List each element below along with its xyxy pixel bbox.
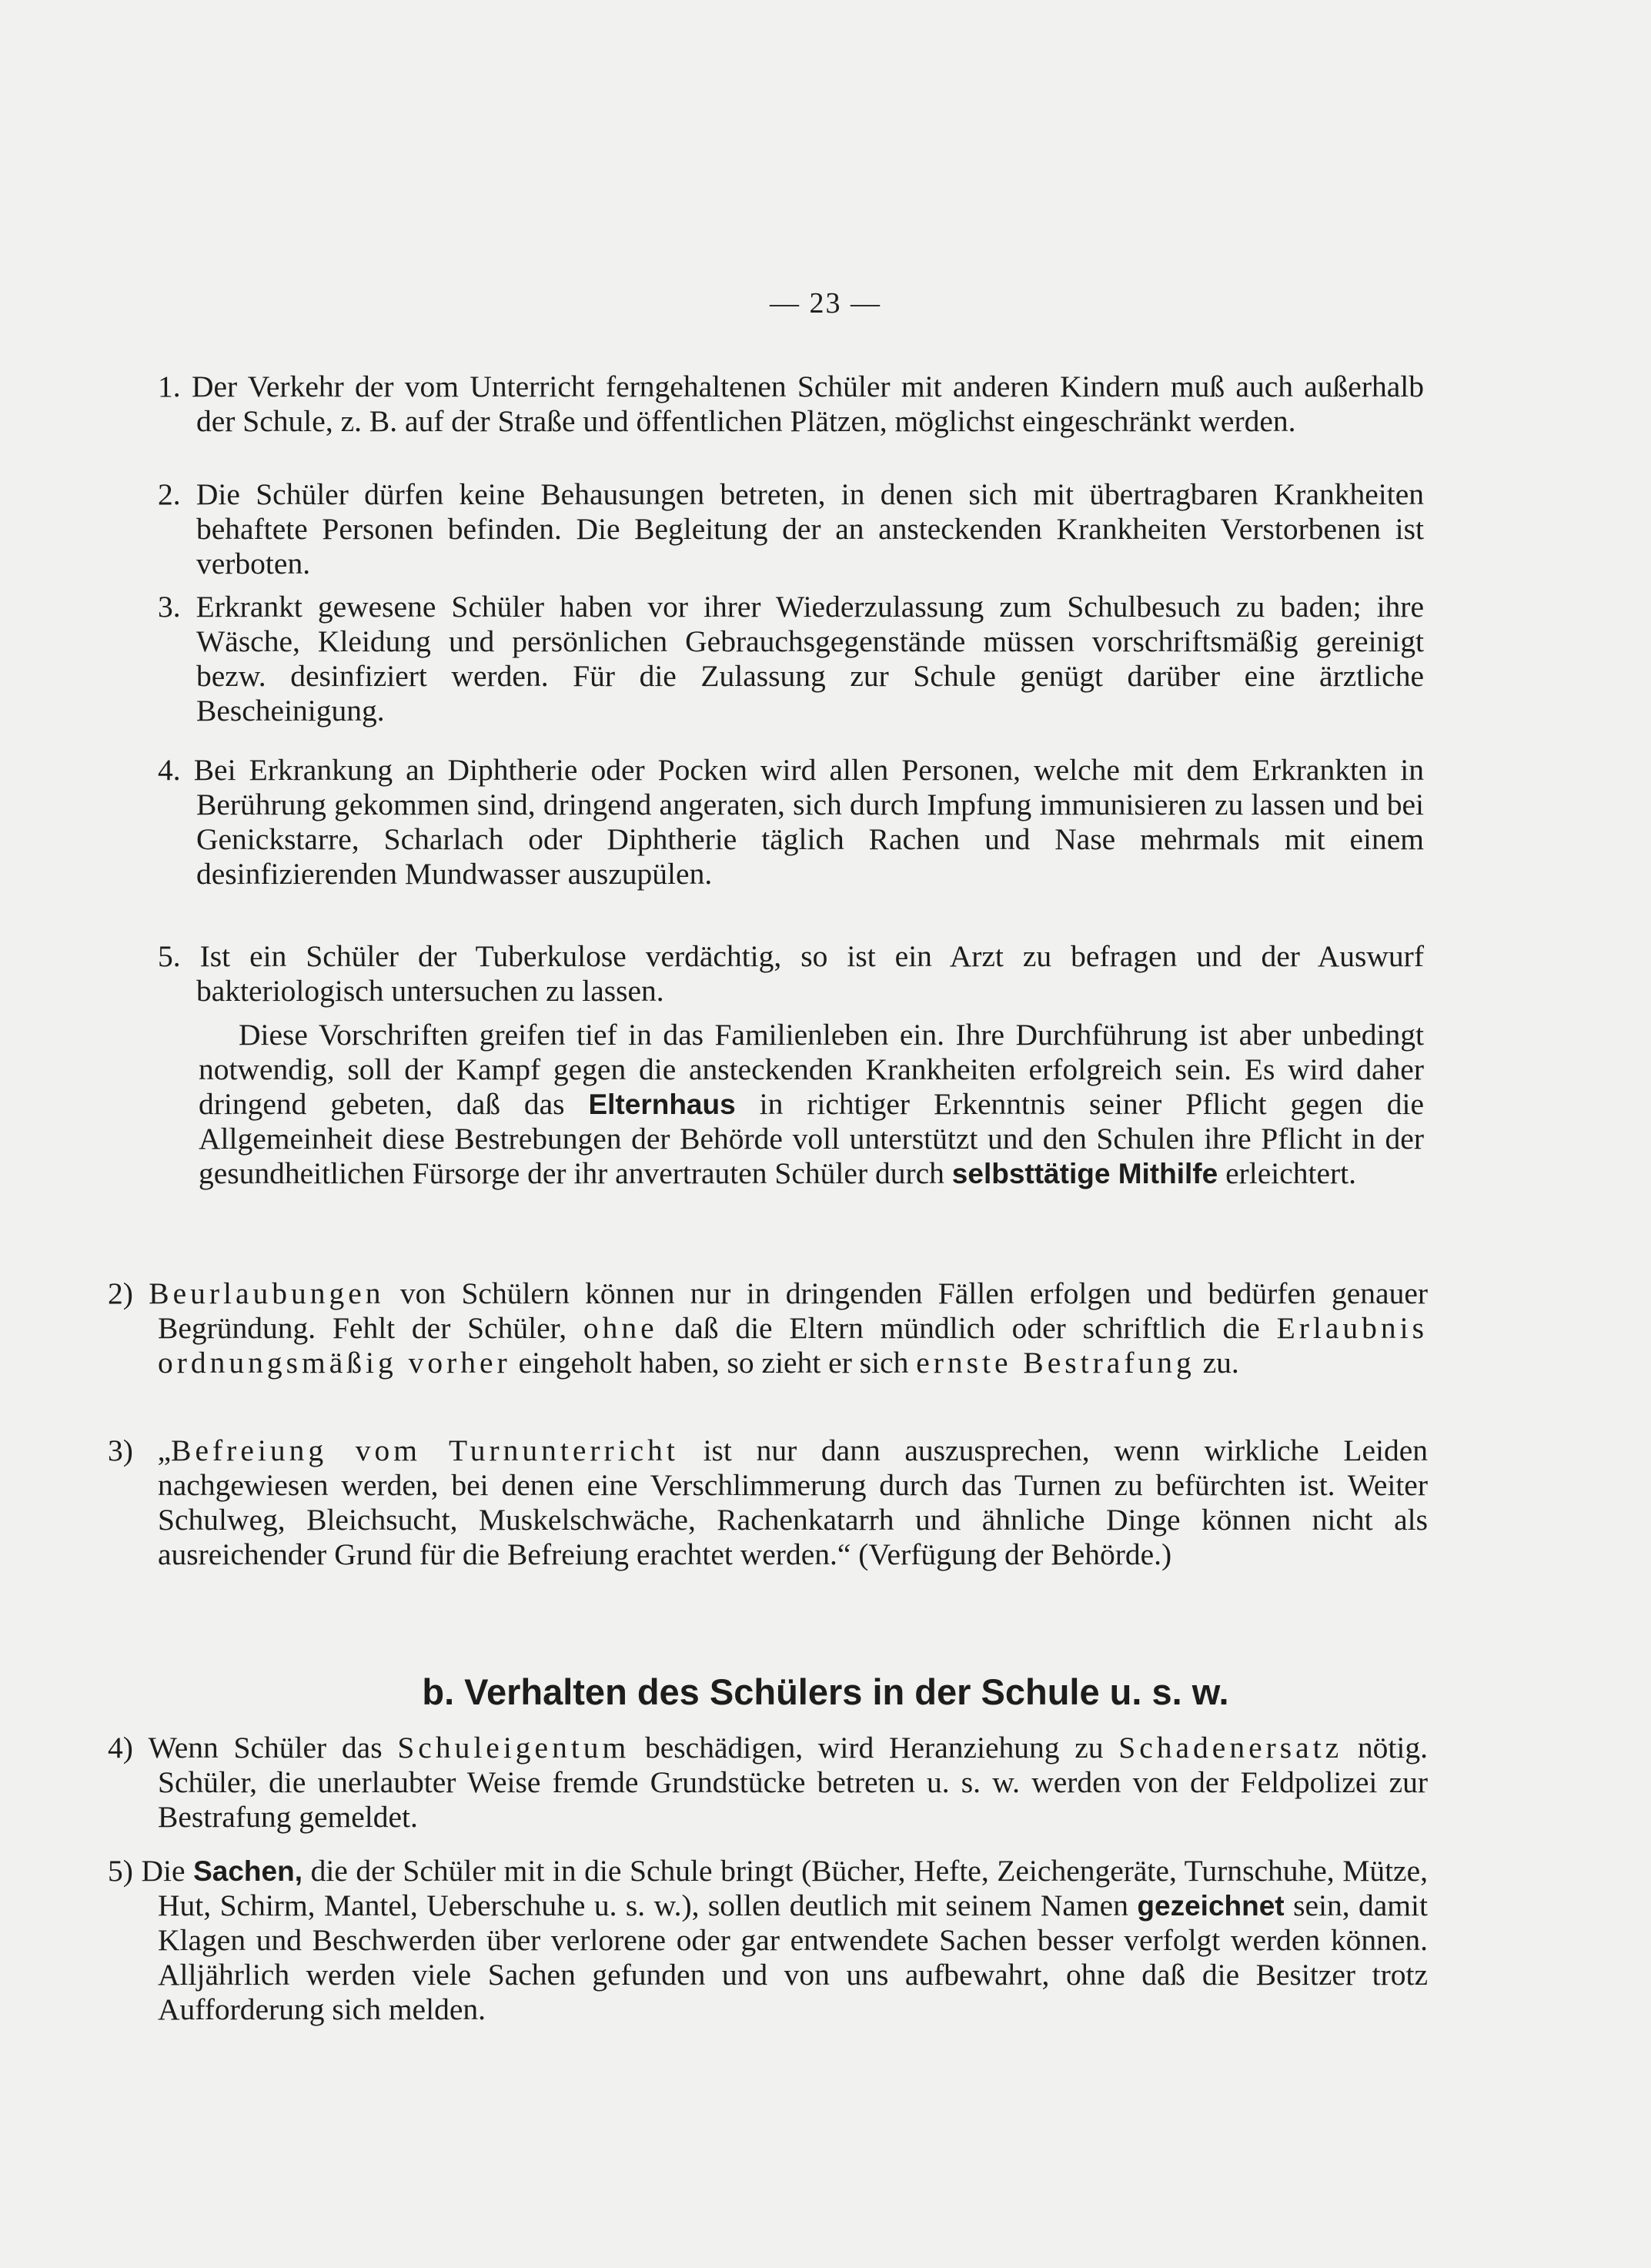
section-number: 4) bbox=[108, 1731, 133, 1765]
spaced-term: Schadenersatz bbox=[1118, 1731, 1343, 1765]
spaced-term: Schuleigentum bbox=[397, 1731, 630, 1765]
elternhaus-bold: Elternhaus bbox=[588, 1089, 736, 1120]
section-number: 5) bbox=[108, 1854, 133, 1888]
section-text: eingeholt haben, so zieht er sich bbox=[510, 1346, 917, 1380]
summary-text: erleichtert. bbox=[1218, 1156, 1357, 1190]
summary-text: Diese Vorschriften greifen tief in das Familienleben ein. Ihre Durchführung ist aber unbedingt notwendig, soll der Kampf gegen die ansteckenden Krankheiten erfolgreich sein. Es wird daher dringend gebeten, daß das bbox=[199, 1018, 1424, 1121]
item-text: Erkrankt gewesene Schüler haben vor ihrer Wiederzulassung zum Schulbesuch zu baden; ihre Wäsche, Kleidung und persönlichen Gebrauchsgegenstände müssen vorschriftsmäßig gereinigt bezw. desinfiziert werden. Für die Zulassung zur Schule genügt darüber eine ärztliche Bescheinigung. bbox=[196, 590, 1424, 728]
spaced-term: Beurlaubungen bbox=[149, 1276, 385, 1310]
page-number: — 23 — bbox=[770, 287, 881, 319]
section-text: zu. bbox=[1195, 1346, 1239, 1380]
summary-text: in richtiger Erkenntnis seiner Pflicht gegen die Allgemeinheit diese Bestrebungen der Behörde voll unterstützt und den Schulen ihre Pflicht in der gesundheitlichen Fürsorge der ihr anvertrauten Schüler durch bbox=[199, 1087, 1424, 1190]
rule-item-2 bbox=[158, 477, 1424, 581]
section-2-beurlaubungen bbox=[108, 1276, 1428, 1380]
section-4-schuleigentum bbox=[108, 1731, 1428, 1835]
rule-item-3 bbox=[158, 590, 1424, 728]
gezeichnet-bold: gezeichnet bbox=[1137, 1890, 1285, 1922]
item-text: Ist ein Schüler der Tuberkulose verdächtig, so ist ein Arzt zu befragen und der Auswurf bakteriologisch untersuchen zu lassen. bbox=[196, 939, 1424, 1008]
quote-mark: „ bbox=[157, 1433, 172, 1467]
section-text: daß die Eltern mündlich oder schriftlich die bbox=[657, 1311, 1277, 1345]
item-text: Der Verkehr der vom Unterricht ferngehaltenen Schüler mit anderen Kindern muß auch außerhalb der Schule, z. B. auf der Straße und öffentlichen Plätzen, möglichst eingeschränkt werden. bbox=[191, 370, 1425, 438]
section-text: ist nur dann auszusprechen, wenn wirkliche Leiden nachgewiesen werden, bei denen eine Verschlimmerung durch das Turnen zu befürchten ist. Weiter Schulweg, Bleichsucht, Muskelschwäche, Rachenkatarrh und ähnliche Dinge können nicht als ausreichender Grund für die Befreiung erachtet werden.“ (Verfügung der Behörde.) bbox=[158, 1433, 1428, 1571]
section-text: nötig. Schüler, die unerlaubter Weise fremde Grundstücke betreten u. s. w. werden von der Feldpolizei zur Bestrafung gemeldet. bbox=[158, 1731, 1428, 1834]
section-heading-b: b. Verhalten des Schülers in der Schule u. s. w. bbox=[422, 1671, 1229, 1712]
spaced-term: Erlaubnis ordnungsmäßig vorher bbox=[158, 1311, 1428, 1380]
section-text: die der Schüler mit in die Schule bringt (Bücher, Hefte, Zeichengeräte, Turnschuhe, Mütze, Hut, Schirm, Mantel, Ueberschuhe u. s. w.), sollen deutlich mit seinem Namen bbox=[158, 1854, 1428, 1922]
section-3-turnunterricht bbox=[108, 1433, 1428, 1572]
sachen-bold: Sachen, bbox=[193, 1855, 302, 1887]
spaced-term: Befreiung vom Turnunterricht bbox=[171, 1433, 679, 1467]
rule-item-1 bbox=[158, 370, 1424, 439]
item-number: 5. bbox=[158, 939, 181, 973]
section-5-sachen bbox=[108, 1854, 1428, 2027]
section-text: beschädigen, wird Heranziehung zu bbox=[630, 1731, 1119, 1765]
section-number: 2) bbox=[108, 1276, 133, 1310]
rule-item-5 bbox=[158, 939, 1424, 1009]
section-text: von Schülern können nur in dringenden Fällen erfolgen und bedürfen genauer Begründung. Fehlt der Schüler, bbox=[158, 1276, 1429, 1345]
mithilfe-bold: selbsttätige Mithilfe bbox=[951, 1158, 1218, 1189]
section-text: Die bbox=[141, 1854, 194, 1888]
spaced-term: ohne bbox=[583, 1311, 658, 1345]
section-text: sein, damit Klagen und Beschwerden über verlorene oder gar entwendete Sachen besser verfolgt werden können. Alljährlich werden viele Sachen gefunden und von uns aufbewahrt, ohne daß die Besitzer trotz Aufforderung sich melden. bbox=[158, 1888, 1428, 2026]
rule-item-4 bbox=[158, 753, 1424, 891]
spaced-term: ernste Bestrafung bbox=[916, 1346, 1195, 1380]
section-text: Wenn Schüler das bbox=[148, 1731, 398, 1765]
item-number: 4. bbox=[158, 753, 181, 787]
summary-paragraph bbox=[199, 1018, 1424, 1191]
item-number: 3. bbox=[158, 590, 181, 624]
item-text: Die Schüler dürfen keine Behausungen betreten, in denen sich mit übertragbaren Krankheiten behaftete Personen befinden. Die Begleitung der an ansteckenden Krankheiten Verstorbenen ist verboten. bbox=[196, 477, 1424, 580]
item-number: 2. bbox=[158, 477, 181, 511]
item-number: 1. bbox=[158, 370, 181, 403]
section-number: 3) bbox=[108, 1433, 133, 1467]
item-text: Bei Erkrankung an Diphtherie oder Pocken wird allen Personen, welche mit dem Erkrankten in Berührung gekommen sind, dringend angeraten, sich durch Impfung immunisieren zu lassen und bei Genickstarre, Scharlach oder Diphtherie täglich Rachen und Nase mehrmals mit einem desinfizierenden Mundwasser auszupülen. bbox=[193, 753, 1425, 891]
